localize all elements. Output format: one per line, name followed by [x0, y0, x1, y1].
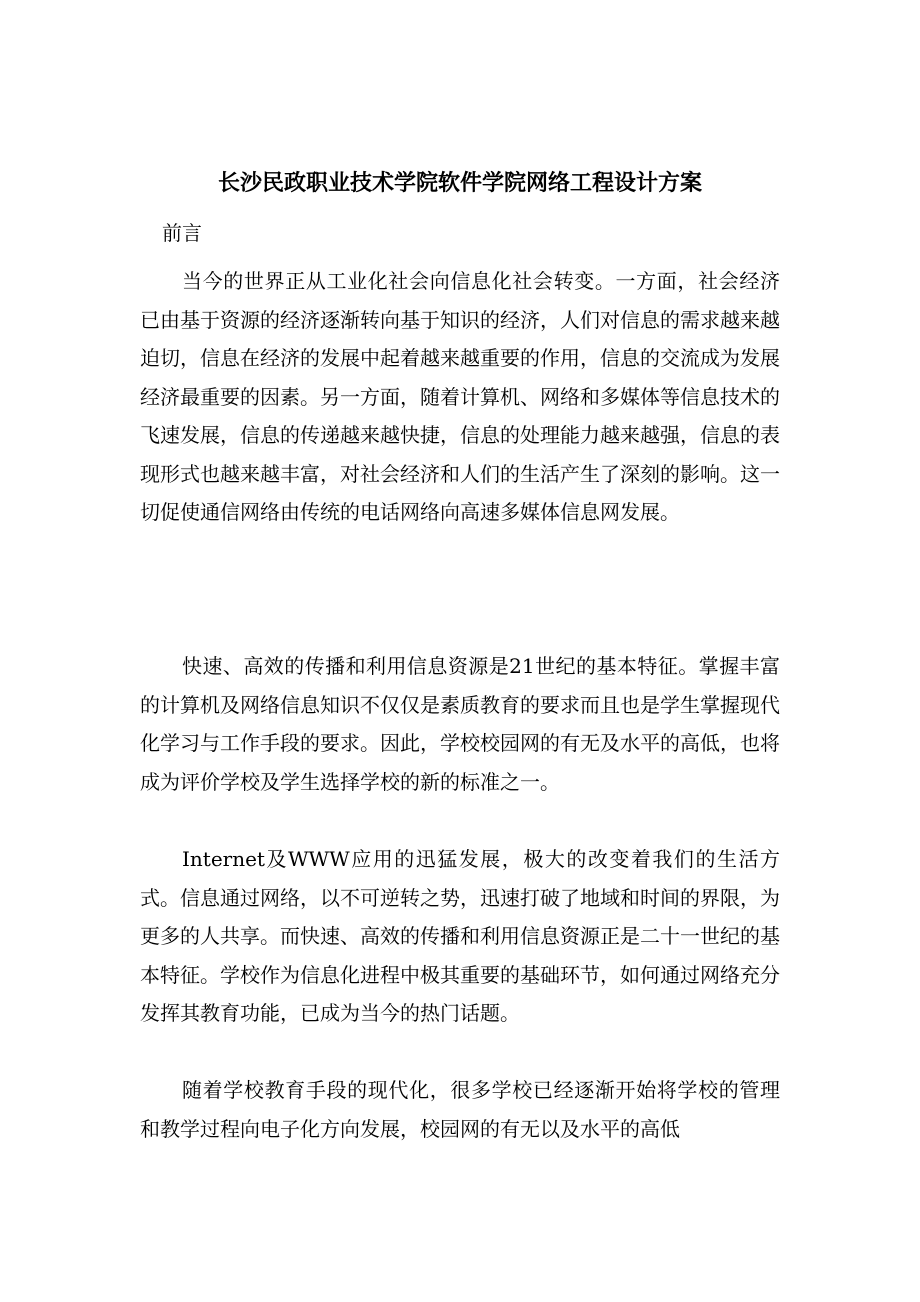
document-title: 长沙民政职业技术学院软件学院网络工程设计方案	[217, 171, 702, 196]
paragraph-4: 随着学校教育手段的现代化，很多学校已经逐渐开始将学校的管理和教学过程向电子化方向发展，校园网的有无以及水平的高低	[140, 1078, 780, 1141]
paragraph-1: 当今的世界正从工业化社会向信息化社会转变。一方面，社会经济已由基于资源的经济逐渐转向基于知识的经济，人们对信息的需求越来越迫切，信息在经济的发展中起着越来越重要的作用，信息的交流成为发展经济最重要的因素。另一方面，随着计算机、网络和多媒体等信息技术的飞速发展，信息的传递越来越快捷，信息的处理能力越来越强，信息的表现形式也越来越丰富，对社会经济和人们的生活产生了深刻的影响。这一切促使通信网络由传统的电话网络向高速多媒体信息网发展。	[140, 269, 780, 524]
paragraph-2: 快速、高效的传播和利用信息资源是21世纪的基本特征。掌握丰富的计算机及网络信息知识不仅仅是素质教育的要求而且也是学生掌握现代化学习与工作手段的要求。因此，学校校园网的有无及水平的高低，也将成为评价学校及学生选择学校的新的标准之一。	[140, 654, 780, 794]
paragraph-3: Internet及WWW应用的迅猛发展，极大的改变着我们的生活方式。信息通过网络，以不可逆转之势，迅速打破了地域和时间的界限，为更多的人共享。而快速、高效的传播和利用信息资源正是二十一世纪的基本特征。学校作为信息化进程中极其重要的基础环节，如何通过网络充分发挥其教育功能，已成为当今的热门话题。	[140, 847, 780, 1025]
section-heading: 前言	[162, 221, 202, 245]
